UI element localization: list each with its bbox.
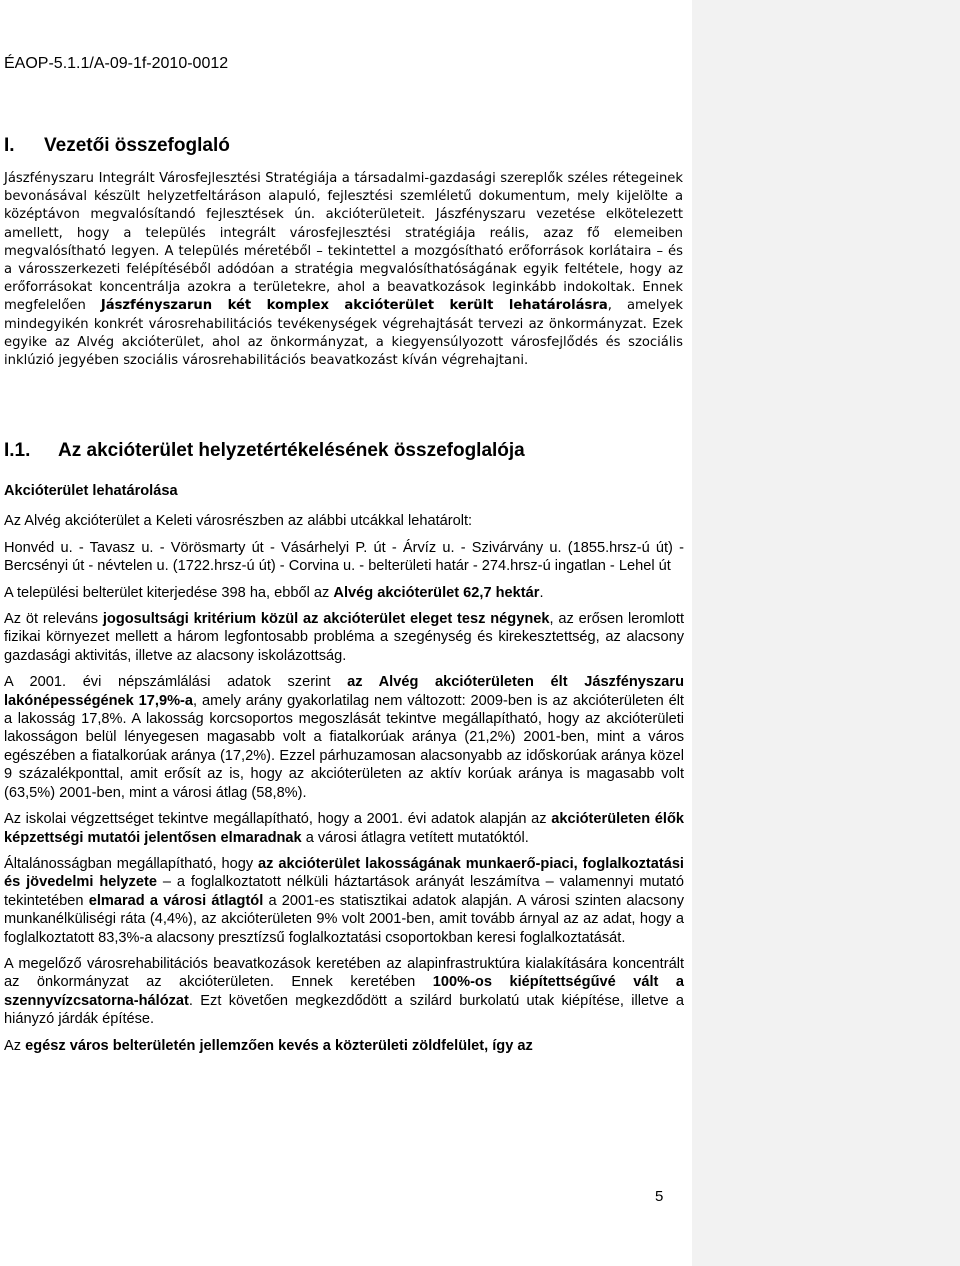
paragraph	[4, 855, 684, 947]
text-run: elmarad a városi átlagtól	[88, 892, 264, 909]
text-run: – a foglalkoztatott nélküli háztartások arányát leszámítva – valamennyi mutató tekintetében	[4, 874, 684, 909]
paragraph-list	[4, 512, 684, 1055]
text-run: .	[539, 584, 544, 601]
text-run: Az Alvég akcióterület a Keleti városrészben az alábbi utcákkal lehatárolt:	[4, 513, 473, 530]
paragraph	[4, 673, 684, 802]
text-run: a városi átlagra vetített mutatóktól.	[301, 829, 529, 846]
text-run: A megelőző városrehabilitációs beavatkozások keretében az alapinfrastruktúra kialakítására koncentrált az önkormányzat az akcióterületen. Ennek keretében	[4, 955, 684, 991]
text-run: az akcióterület lakosságának munkaerő-piaci, foglalkoztatási és jövedelmi helyzete	[4, 855, 684, 891]
text-run: 100%-os kiépítettségűvé vált a szennyvízcsatorna-hálózat	[4, 974, 684, 1009]
section-number: I.	[4, 135, 15, 156]
text-run: akcióterületen élők képzettségi mutatói jelentősen elmaradnak	[4, 811, 684, 846]
text-run: az Alvég akcióterületen élt Jászfényszaru lakónépességének 17,9%-a	[4, 674, 684, 709]
text-run: , az erősen leromlott fizikai környezet mellett a három legfontosabb probléma a szegénység és kirekesztettség, az alacsony gazdasági aktivitás, illetve az alacsony iskolázottság.	[4, 611, 685, 664]
text-run: Az	[4, 1037, 26, 1054]
paragraph	[4, 1037, 684, 1055]
text-run: egész város belterületén jellemzően kevés a közterületi zöldfelület, így az	[25, 1037, 533, 1054]
sub-subheading: Akcióterület lehatárolása	[4, 483, 178, 499]
page-number: 5	[655, 1188, 664, 1205]
comment-margin-panel	[692, 0, 960, 1266]
text-run: , amelyek mindegyikén konkrét városrehabilitációs tevékenységek végrehajtását tervezi az önkormányzat. Ezek egyike az Alvég akcióterület, ahol az önkormányzat, a kiegyensúlyozott városfejlődés és szociális inklúzió jegyében szociális városrehabilitációs beavatkozást kíván végrehajtani.	[4, 298, 684, 369]
text-run: Honvéd u. - Tavasz u. - Vörösmarty út - Vásárhelyi P. út - Árvíz u. - Szivárvány u. (1855.hrsz-ú út) - Bercsényi út - névtelen u. (1722.hrsz-ú út) - Corvina u. - belterületi határ - 274.hrsz-ú ingatlan - Lehel út	[4, 539, 684, 575]
paragraph	[4, 610, 684, 665]
intro-paragraph	[4, 170, 683, 370]
body-text	[4, 482, 684, 1063]
text-run: Jászfényszaru Integrált Városfejlesztési Stratégiája a társadalmi-gazdasági szereplők széles rétegeinek bevonásával készült helyzetfeltáráson alapuló, fejlesztési szemléletű dokumentum, mely kijelölte a középtávon megvalósítandó fejlesztések ún. akcióterületeit. Jászfényszaru vezetése elkötelezett amellett, hogy a település integrált városfejlesztési stratégiája reális, azaz fő elemeiben megvalósítható legyen. A település méretéből – tekintettel a mozgósítható erőforrások korlátaira – és a városszerkezeti felépítéséből adódóan a stratégia megvalósíthatóságának egyik feltétele, hogy az erőforrásokat koncentrálja azokra a területekre, ahol a beavatkozások leginkább indokoltak. Ennek megfelelően	[4, 171, 683, 314]
text-run: A települési belterület kiterjedése 398 ha, ebből az	[4, 584, 334, 601]
section-title: Vezetői összefoglaló	[44, 135, 230, 156]
text-run: jogosultsági kritérium közül az akcióterület eleget tesz négynek	[102, 611, 550, 628]
paragraph	[4, 810, 684, 847]
subsection-title: Az akcióterület helyzetértékelésének összefoglalója	[58, 440, 525, 461]
text-run: Általánosságban megállapítható, hogy	[4, 855, 259, 872]
text-run: , amely arány gyakorlatilag nem változott: 2009-ben is az akcióterületen élt a lakosság 17,8%. A lakosság korcsoportos megoszlását tekintve megállapítható, hogy az akcióterületi lakosságon belül lényegesen magasabb volt a fiatalkorúak aránya (21,2%) 2001-ben, mint a város egészében a fiatalkorúak aránya (17,2%). Ezzel párhuzamosan alacsonyabb az időskorúak aránya közel 9 százalékponttal, amit erősít az is, hogy az akcióterületen az aktív korúak aránya is magasabb volt (63,5%) 2001-ben, mint a városi átlag (58,8%).	[4, 692, 684, 801]
text-run: a 2001-es statisztikai adatok alapján. A városi szinten alacsony munkanélküliségi ráta (4,4%), az akcióterületen 9% volt 2001-ben, amit tovább árnyal az az adat, hogy a foglalkoztatott 83,3%-a alacsony presztízsű foglalkoztatási csoportokban keresi foglalkoztatását.	[4, 892, 684, 946]
text-run: A 2001. évi népszámlálási adatok szerint	[4, 674, 348, 691]
text-run: Az iskolai végzettséget tekintve megállapítható, hogy a 2001. évi adatok alapján az	[4, 811, 552, 828]
text-run: Az öt releváns	[4, 611, 103, 628]
text-run: Alvég akcióterület 62,7 hektár	[333, 584, 540, 601]
text-run: Jászfényszarun két komplex akcióterület került lehatárolásra	[100, 298, 608, 314]
paragraph	[4, 584, 684, 602]
section-heading	[4, 135, 230, 157]
text-run: . Ezt követően megkezdődött a szilárd burkolatú utak kiépítése, illetve a hiányzó járdák építése.	[4, 992, 684, 1028]
subsection-heading	[4, 440, 525, 462]
paragraph	[4, 539, 684, 576]
document-header-id: ÉAOP-5.1.1/A-09-1f-2010-0012	[4, 55, 229, 72]
subsection-number: I.1.	[4, 440, 31, 461]
paragraph	[4, 512, 684, 530]
paragraph	[4, 955, 684, 1029]
